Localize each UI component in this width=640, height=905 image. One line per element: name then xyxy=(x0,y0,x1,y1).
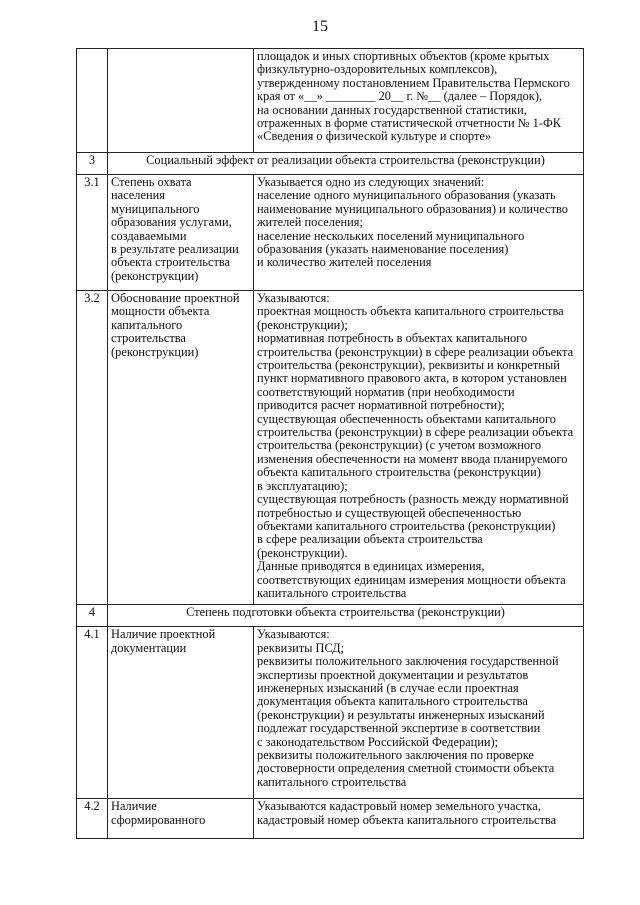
section-row xyxy=(77,153,584,175)
table-row xyxy=(77,49,584,153)
row-parameter: Обоснование проектной мощности объекта капитального строительства (реконструкции) xyxy=(108,291,254,605)
section-number: 3 xyxy=(77,153,108,175)
row-description: Указываются: реквизиты ПСД; реквизиты положительного заключения государственной экспертизы проектной документации и результатов инженерных изысканий (в случае если проектная документация объекта капитального строительства (реконструкции) и результаты инженерных изысканий подлежат государственной экспертизе в соответствии с законодательством Российской Федерации); реквизиты положительного заключения по проверке достоверности определения сметной стоимости объекта капитального строительства xyxy=(254,627,584,799)
row-description: площадок и иных спортивных объектов (кроме крытых физкультурно-оздоровительных комплексов), утвержденному постановлением Правительства Пермского края от «__» ________ 20__ г. №__ (далее – Порядок), на основании данных государственной статистики, отраженных в форме статистической отчетности № 1-ФК «Сведения о физической культуре и спорте» xyxy=(254,49,584,153)
row-description: Указывается одно из следующих значений: население одного муниципального образования (указать наименование муниципального образования) и количество жителей поселения; население нескольких поселений муниципального образования (указать наименование поселения) и количество жителей поселения xyxy=(254,175,584,291)
table-row xyxy=(77,799,584,839)
row-number: 3.1 xyxy=(77,175,108,291)
table-row xyxy=(77,175,584,291)
section-title: Социальный эффект от реализации объекта строительства (реконструкции) xyxy=(108,153,584,175)
row-number: 4.1 xyxy=(77,627,108,799)
table-row xyxy=(77,291,584,605)
requirements-table xyxy=(76,48,584,839)
row-parameter xyxy=(108,49,254,153)
row-parameter: Степень охвата населения муниципального образования услугами, создаваемыми в результате реализации объекта строительства (реконструкции) xyxy=(108,175,254,291)
row-description: Указываются кадастровый номер земельного участка, кадастровый номер объекта капитального строительства xyxy=(254,799,584,839)
page-number: 15 xyxy=(312,18,328,35)
section-number: 4 xyxy=(77,605,108,627)
table-row xyxy=(77,627,584,799)
row-parameter: Наличие сформированного xyxy=(108,799,254,839)
section-row xyxy=(77,605,584,627)
row-parameter: Наличие проектной документации xyxy=(108,627,254,799)
row-number: 3.2 xyxy=(77,291,108,605)
row-description: Указываются: проектная мощность объекта капитального строительства (реконструкции); нормативная потребность в объектах капитального строительства (реконструкции) в сфере реализации объекта строительства (реконструкции), реквизиты и конкретный пункт нормативного правового акта, в котором установлен соответствующий норматив (при необходимости приводится расчет нормативной потребности); существующая обеспеченность объектами капитального строительства (реконструкции) в сфере реализации объекта строительства (реконструкции) (с учетом возможного изменения обеспеченности на момент ввода планируемого объекта капитального строительства (реконструкции) в эксплуатацию); существующая потребность (разность между нормативной потребностью и существующей обеспеченностью объектами капитального строительства (реконструкции) в сфере реализации объекта строительства (реконструкции). Данные приводятся в единицах измерения, соответствующих единицам измерения мощности объекта капитального строительства xyxy=(254,291,584,605)
section-title: Степень подготовки объекта строительства (реконструкции) xyxy=(108,605,584,627)
row-number xyxy=(77,49,108,153)
row-number: 4.2 xyxy=(77,799,108,839)
